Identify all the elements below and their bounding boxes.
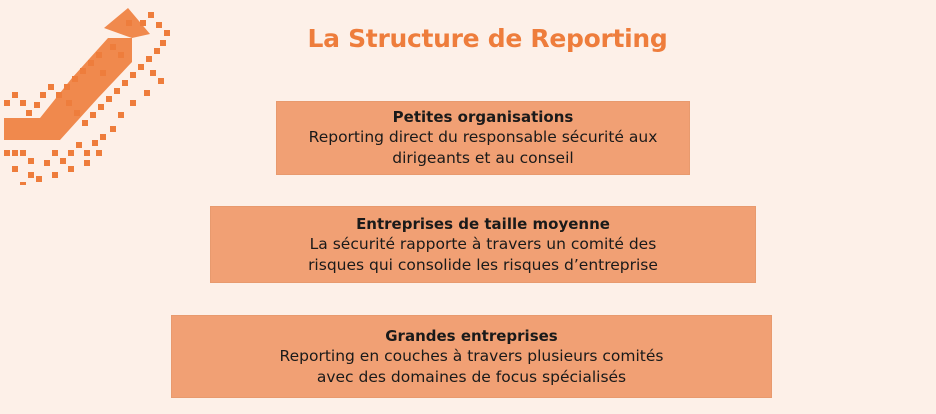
tier-title: Petites organisations (392, 108, 574, 126)
tier-box-small-organizations (276, 101, 690, 175)
tier-box-medium-enterprises (210, 206, 756, 283)
page-title: La Structure de Reporting (307, 24, 668, 53)
tier-description: Reporting direct du responsable sécurité aux dirigeants et au conseil (308, 128, 658, 167)
tier-box-large-enterprises (171, 315, 772, 398)
tier-title: Grandes entreprises (385, 326, 558, 345)
tier-description: La sécurité rapporte à travers un comité des risques qui consolide les risques d’entreprise (308, 234, 658, 274)
tier-description: Reporting en couches à travers plusieurs comités avec des domaines de focus spécialisés (279, 346, 664, 386)
tier-title: Entreprises de taille moyenne (356, 214, 610, 233)
